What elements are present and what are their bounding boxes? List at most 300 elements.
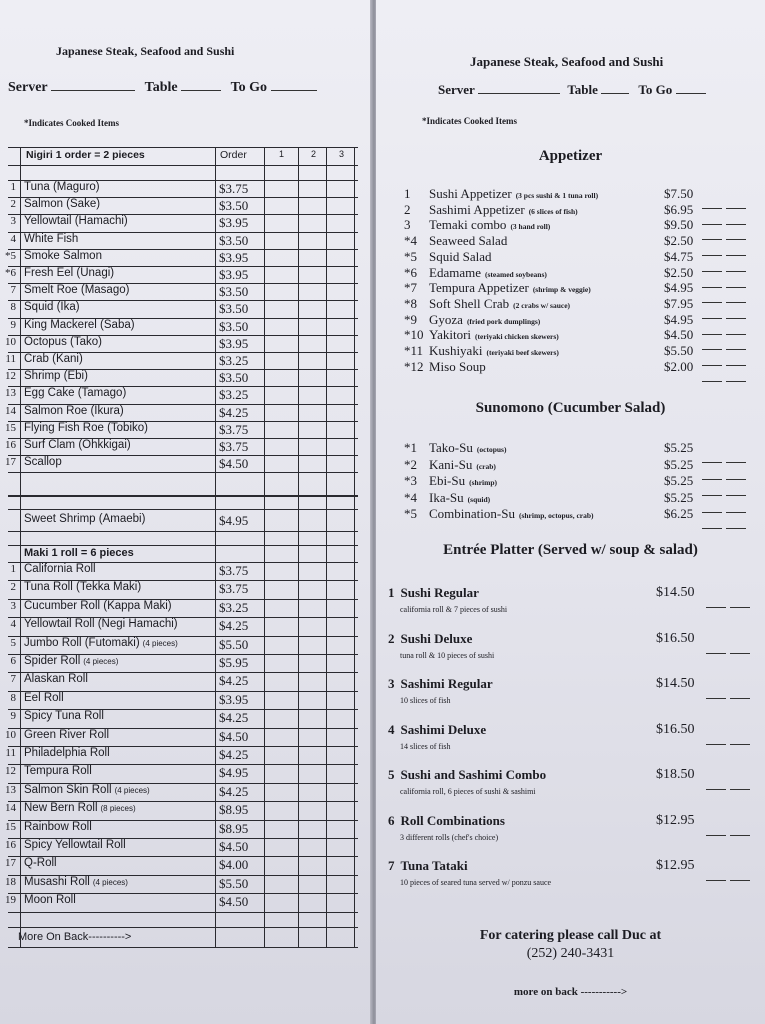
left-title: Japanese Steak, Seafood and Sushi [56, 44, 235, 58]
maki-row[interactable] [5, 894, 358, 911]
maki-section-header: Maki 1 roll = 6 pieces [24, 547, 134, 559]
left-server-row [8, 80, 317, 96]
item-name [24, 655, 118, 667]
item-name: Salmon Roe (Ikura) [24, 404, 124, 417]
entree-row[interactable] [388, 676, 765, 716]
item-number: 2 [10, 581, 16, 594]
right-togo-field[interactable] [676, 83, 706, 94]
entree-price: $16.50 [656, 721, 695, 737]
item-name-text: Salmon Skin Roll [24, 783, 112, 796]
sunomono-row[interactable] [404, 490, 765, 506]
right-server-field[interactable] [478, 83, 560, 94]
item-price: $3.95 [219, 215, 249, 231]
item-description: (shrimp, octopus, crab) [518, 511, 594, 520]
item-price: $3.95 [219, 249, 249, 265]
item-number: 14 [5, 802, 16, 815]
appetizers-row[interactable] [404, 202, 765, 218]
maki-row[interactable] [5, 783, 358, 801]
item-price: $5.25 [664, 440, 694, 455]
item-description: (3 hand roll) [510, 222, 551, 232]
item-name [24, 618, 178, 630]
nigiri-row[interactable] [5, 439, 358, 456]
item-number: 12 [5, 765, 16, 778]
order-blanks[interactable] [702, 370, 750, 386]
item-price: $5.50 [664, 343, 694, 358]
item-price: $5.50 [219, 875, 249, 891]
maki-row[interactable] [5, 765, 358, 782]
item-price: $7.95 [664, 295, 694, 311]
nigiri-row[interactable] [5, 387, 358, 404]
item-name [24, 821, 92, 833]
sweet-shrimp-name: Sweet Shrimp (Amaebi) [24, 513, 146, 525]
item-name [24, 894, 76, 906]
maki-row[interactable] [8, 692, 358, 709]
item-price: $5.25 [664, 489, 694, 505]
order-blanks[interactable] [706, 596, 754, 612]
item-number: *10 [404, 327, 424, 343]
item-price: $4.25 [219, 404, 249, 420]
item-description: (octopus) [476, 445, 507, 454]
item-price: $3.25 [219, 387, 249, 403]
maki-row[interactable] [8, 563, 358, 580]
item-name [24, 747, 110, 759]
nigiri-row[interactable] [8, 181, 358, 198]
item-number: *5 [404, 506, 417, 521]
sunomono-title: Sunomono (Cucumber Salad) [475, 400, 666, 416]
item-price: $4.25 [219, 673, 249, 689]
item-name [429, 265, 547, 281]
item-name-text: Spicy Tuna Roll [24, 710, 104, 723]
item-number: 3 [10, 215, 16, 228]
appetizers-row[interactable] [404, 217, 765, 233]
item-price: $4.25 [219, 710, 249, 726]
item-name [24, 802, 136, 814]
maki-row[interactable] [8, 618, 358, 635]
order-blanks[interactable] [706, 733, 754, 749]
item-number: 1 [404, 186, 411, 201]
sunomono-row[interactable] [404, 440, 765, 456]
item-name-text: Sashimi Appetizer [429, 201, 525, 217]
item-number: 2 [404, 201, 411, 217]
item-name-text: Q-Roll [24, 857, 57, 870]
nigiri-row[interactable] [5, 370, 358, 387]
item-name: Surf Clam (Ohkkigai) [24, 439, 131, 451]
item-name-text: Tempura Appetizer [429, 280, 529, 296]
item-name-text: Eel Roll [24, 691, 64, 704]
item-name: Smoke Salmon [24, 249, 102, 262]
order-blanks[interactable] [706, 869, 754, 885]
item-number: *4 [404, 233, 417, 249]
nigiri-row[interactable] [5, 421, 358, 439]
maki-row[interactable] [8, 655, 358, 672]
left-table-field[interactable] [181, 80, 221, 91]
item-name [429, 233, 507, 249]
item-name: Squid (Ika) [24, 301, 80, 314]
item-name-text: Alaskan Roll [24, 673, 88, 686]
item-number: *2 [404, 456, 417, 472]
entree-name-text: Tuna Tataki [400, 858, 468, 873]
item-name-text: Ebi-Su [429, 473, 466, 488]
item-name: Smelt Roe (Masago) [24, 284, 130, 297]
item-description: (steamed soybeans) [484, 269, 547, 279]
item-price: $4.95 [664, 311, 694, 327]
item-name [429, 249, 491, 265]
item-name [24, 765, 92, 777]
column-3-header: 3 [339, 149, 345, 159]
item-price: $4.75 [664, 248, 694, 264]
left-togo-field[interactable] [271, 80, 317, 91]
maki-row[interactable] [8, 710, 358, 727]
item-price: $2.50 [664, 264, 694, 280]
nigiri-row[interactable] [5, 353, 358, 370]
item-name-text: Temaki combo [429, 217, 507, 233]
right-togo-label: To Go [638, 82, 673, 97]
item-name [429, 296, 570, 312]
item-number: *4 [404, 489, 417, 505]
entree-row[interactable] [388, 858, 765, 898]
right-cooked-note: *Indicates Cooked Items [422, 116, 518, 126]
item-name [429, 506, 594, 522]
item-price: $4.95 [664, 280, 694, 296]
nigiri-row[interactable] [8, 301, 358, 318]
item-name: King Mackerel (Saba) [24, 318, 135, 331]
appetizers-row[interactable] [404, 265, 765, 281]
entree-name-text: Sashimi Regular [400, 676, 493, 691]
entree-name-text: Roll Combinations [400, 812, 505, 828]
item-price: $5.25 [664, 473, 694, 488]
entree-description: 3 different rolls (chef's choice) [400, 832, 499, 842]
maki-row[interactable] [8, 581, 358, 598]
more-on-back-row [8, 931, 358, 948]
item-price: $3.75 [219, 563, 249, 578]
maki-row[interactable] [5, 857, 358, 874]
item-name [24, 729, 109, 741]
item-price: $4.50 [219, 894, 249, 910]
maki-row[interactable] [5, 875, 358, 893]
item-description: (shrimp & veggie) [532, 285, 591, 295]
item-name [24, 600, 172, 612]
item-name: Flying Fish Roe (Tobiko) [24, 421, 148, 434]
entree-number: 7 [388, 858, 395, 873]
item-number: 15 [5, 421, 16, 434]
item-number: *1 [404, 440, 417, 455]
entree-number: 3 [388, 676, 395, 691]
maki-row[interactable] [5, 820, 358, 838]
item-number: 1 [10, 563, 16, 575]
nigiri-row[interactable] [8, 233, 358, 250]
item-price: $5.50 [219, 636, 249, 652]
item-price: $3.75 [219, 581, 249, 597]
entree-row[interactable] [388, 722, 765, 762]
item-number: 8 [10, 301, 16, 314]
item-number: 13 [5, 387, 16, 400]
item-price: $6.25 [664, 506, 694, 521]
item-name [429, 473, 497, 489]
column-1-header: 1 [279, 149, 285, 159]
right-server-label: Server [438, 82, 475, 97]
maki-row[interactable] [5, 747, 358, 764]
left-cooked-note: *Indicates Cooked Items [24, 118, 120, 128]
item-price: $3.25 [219, 353, 249, 368]
item-price: $4.95 [219, 765, 249, 781]
appetizers-row[interactable] [404, 327, 765, 343]
item-price: $6.95 [664, 201, 694, 217]
item-price: $8.95 [219, 802, 249, 818]
item-name-text: Edamame [429, 264, 481, 280]
item-name-text: Spicy Yellowtail Roll [24, 839, 126, 851]
appetizers-row[interactable] [404, 186, 765, 202]
entree-number: 6 [388, 812, 395, 828]
item-price: $3.50 [219, 370, 249, 386]
item-number: *8 [404, 295, 417, 311]
item-name [24, 673, 88, 685]
item-name [24, 876, 128, 888]
entree-name-text: Sushi Deluxe [400, 630, 473, 646]
item-name: Salmon (Sake) [24, 198, 101, 211]
appetizers-row[interactable] [404, 343, 765, 359]
item-name: Crab (Kani) [24, 353, 83, 365]
sunomono-row[interactable] [404, 457, 765, 473]
appetizers-row[interactable] [404, 296, 765, 312]
item-name-text: Tako-Su [429, 440, 473, 455]
item-name-text: Musashi Roll [24, 875, 90, 888]
right-more-on-back: more on back -----------> [513, 986, 628, 998]
item-name [429, 440, 506, 456]
left-server-field[interactable] [51, 80, 135, 91]
item-name-text: Kani-Su [429, 456, 473, 472]
nigiri-row[interactable] [5, 249, 358, 267]
item-name-text: Tuna Roll (Tekka Maki) [24, 581, 142, 594]
item-price: $4.50 [219, 456, 249, 472]
entree-name-text: Sushi and Sashimi Combo [400, 767, 547, 782]
right-table-field[interactable] [601, 83, 629, 94]
item-name [429, 359, 486, 375]
item-price: $3.25 [219, 599, 249, 615]
item-number: 17 [5, 456, 16, 469]
sunomono-row[interactable] [404, 506, 765, 522]
item-name-text: Yakitori [429, 327, 472, 343]
entree-description: 14 slices of fish [400, 741, 451, 751]
maki-row[interactable] [5, 728, 358, 746]
item-number: 11 [5, 747, 16, 759]
entree-name-text: Sashimi Deluxe [400, 721, 487, 737]
item-number: 1 [10, 181, 16, 193]
left-togo-label: To Go [230, 80, 268, 95]
maki-row[interactable] [8, 600, 358, 617]
entree-price: $14.50 [656, 676, 695, 691]
item-name-text: Seaweed Salad [429, 233, 508, 249]
item-piece-count: (8 pieces) [100, 804, 136, 814]
order-blanks[interactable] [706, 687, 754, 703]
item-description: (2 crabs w/ sauce) [513, 300, 571, 310]
nigiri-row[interactable] [8, 198, 358, 215]
item-name: Scallop [24, 456, 62, 469]
item-name [429, 186, 598, 202]
item-name-text: Gyoza [429, 311, 463, 327]
maki-row[interactable] [5, 839, 358, 856]
entree-name-text: Sushi Regular [400, 585, 479, 600]
right-table-label: Table [567, 82, 598, 97]
column-2-header: 2 [311, 149, 317, 159]
item-price: $4.25 [219, 618, 249, 634]
entree-number: 5 [388, 767, 395, 782]
item-number: *12 [404, 358, 424, 374]
item-number: 8 [10, 691, 16, 704]
item-description: (6 slices of fish) [528, 206, 578, 216]
entree-row[interactable] [388, 631, 765, 671]
item-name-text: Combination-Su [429, 506, 515, 521]
left-server-label: Server [8, 80, 48, 95]
item-name-text: Moon Roll [24, 894, 76, 907]
item-number: 4 [10, 618, 16, 631]
item-number: 17 [5, 857, 16, 870]
appetizers-row[interactable] [404, 280, 765, 296]
item-number: *6 [5, 267, 16, 279]
item-description: (squid) [467, 494, 491, 504]
item-number: 13 [5, 783, 16, 796]
left-menu-page [0, 0, 372, 1024]
item-name [429, 343, 559, 359]
order-blanks[interactable] [706, 778, 754, 794]
item-description: (3 pcs sushi & 1 tuna roll) [515, 191, 599, 200]
item-name-text: Kushiyaki [429, 343, 483, 358]
item-name: Fresh Eel (Unagi) [24, 267, 115, 279]
item-name [429, 202, 578, 218]
order-column-header: Order [220, 149, 247, 161]
nigiri-row[interactable] [8, 319, 358, 336]
entree-row[interactable] [388, 585, 765, 625]
entree-description: california roll, 6 pieces of sushi & sashimi [400, 787, 536, 796]
item-price: $4.50 [219, 839, 249, 854]
item-number: *3 [404, 473, 417, 488]
entree-price: $18.50 [656, 767, 695, 782]
appetizers-row[interactable] [404, 233, 765, 249]
item-number: 18 [5, 875, 16, 888]
item-number: 7 [10, 673, 16, 686]
item-price: $3.95 [219, 267, 249, 282]
entree-description: tuna roll & 10 pieces of sushi [400, 650, 495, 660]
item-price: $4.50 [664, 327, 694, 343]
nigiri-row[interactable] [5, 335, 358, 353]
item-number: 10 [5, 728, 16, 741]
table-header-row [8, 149, 358, 166]
item-price: $3.50 [219, 301, 249, 317]
order-table [5, 147, 358, 947]
entree-price: $12.95 [656, 812, 695, 828]
item-name [24, 710, 104, 722]
nigiri-row[interactable] [8, 215, 358, 232]
left-more-on-back: More On Back----------> [18, 931, 132, 943]
item-name [24, 563, 96, 575]
sweet-shrimp-row[interactable] [8, 513, 358, 530]
item-name-text: Soft Shell Crab [429, 295, 510, 311]
item-name-text: Ika-Su [429, 489, 464, 505]
entree-price: $16.50 [656, 630, 695, 646]
item-name-text: Sushi Appetizer [429, 186, 512, 201]
maki-row[interactable] [5, 802, 358, 819]
sweet-shrimp-price: $4.95 [219, 513, 249, 528]
item-name-text: Philadelphia Roll [24, 747, 110, 759]
item-description: (shrimp) [469, 478, 498, 487]
entree-row[interactable] [388, 813, 765, 853]
item-name [24, 784, 150, 796]
nigiri-row[interactable] [8, 284, 358, 301]
entree-description: 10 slices of fish [400, 696, 451, 705]
item-name [429, 490, 490, 506]
entree-row[interactable] [388, 767, 765, 807]
item-name-text: Squid Salad [429, 248, 492, 264]
item-description: (teriyaki beef skewers) [486, 348, 559, 357]
item-name-text: Miso Soup [429, 358, 486, 374]
maki-row[interactable] [8, 637, 358, 654]
item-name: White Fish [24, 232, 79, 245]
appetizers-row[interactable] [404, 249, 765, 265]
item-price: $3.50 [219, 284, 249, 300]
item-number: 4 [10, 232, 16, 245]
entree-number: 2 [388, 630, 395, 646]
right-server-row [438, 82, 706, 98]
right-title: Japanese Steak, Seafood and Sushi [470, 54, 664, 69]
item-price: $3.95 [219, 691, 249, 707]
item-price: $9.50 [664, 217, 694, 233]
item-price: $4.50 [219, 728, 249, 744]
item-price: $3.95 [219, 335, 249, 351]
item-piece-count: (4 pieces) [92, 877, 128, 887]
item-name [24, 857, 57, 869]
catering-phone[interactable]: (252) 240-3431 [526, 946, 615, 961]
item-price: $5.95 [219, 655, 249, 670]
item-name-text: Rainbow Roll [24, 820, 92, 833]
item-number: 16 [5, 839, 16, 851]
order-blanks[interactable] [706, 824, 754, 840]
order-blanks[interactable] [706, 642, 754, 658]
item-number: *11 [404, 343, 424, 358]
item-price: $3.50 [219, 318, 249, 334]
item-name: Tuna (Maguro) [24, 181, 100, 193]
maki-row[interactable] [8, 673, 358, 690]
item-number: *5 [404, 248, 417, 264]
item-price: $4.00 [219, 857, 249, 873]
item-name [429, 217, 550, 233]
sunomono-row[interactable] [404, 473, 765, 489]
item-number: *6 [404, 264, 417, 280]
item-name [24, 692, 64, 704]
item-number: 14 [5, 404, 16, 417]
item-name-text: Green River Roll [24, 728, 109, 741]
item-name [429, 327, 559, 343]
item-number: 9 [10, 318, 16, 331]
item-name-text: Jumbo Roll (Futomaki) [24, 636, 140, 649]
item-number: 6 [10, 655, 16, 667]
item-number: 9 [10, 710, 16, 723]
appetizers-row[interactable] [404, 312, 765, 328]
item-price: $3.75 [219, 181, 249, 196]
nigiri-row[interactable] [5, 404, 358, 422]
appetizers-row[interactable] [404, 359, 765, 375]
item-number: 12 [5, 370, 16, 383]
order-blanks[interactable] [702, 517, 750, 533]
item-name [429, 280, 591, 296]
item-number: 19 [5, 894, 16, 907]
right-menu-page [376, 0, 765, 1024]
item-number: *9 [404, 311, 417, 327]
entree-price: $14.50 [656, 585, 695, 600]
item-price: $3.50 [219, 198, 249, 214]
entree-price: $12.95 [656, 858, 695, 873]
item-number: 7 [10, 284, 16, 297]
nigiri-row[interactable] [5, 456, 358, 473]
nigiri-row[interactable] [5, 267, 358, 284]
